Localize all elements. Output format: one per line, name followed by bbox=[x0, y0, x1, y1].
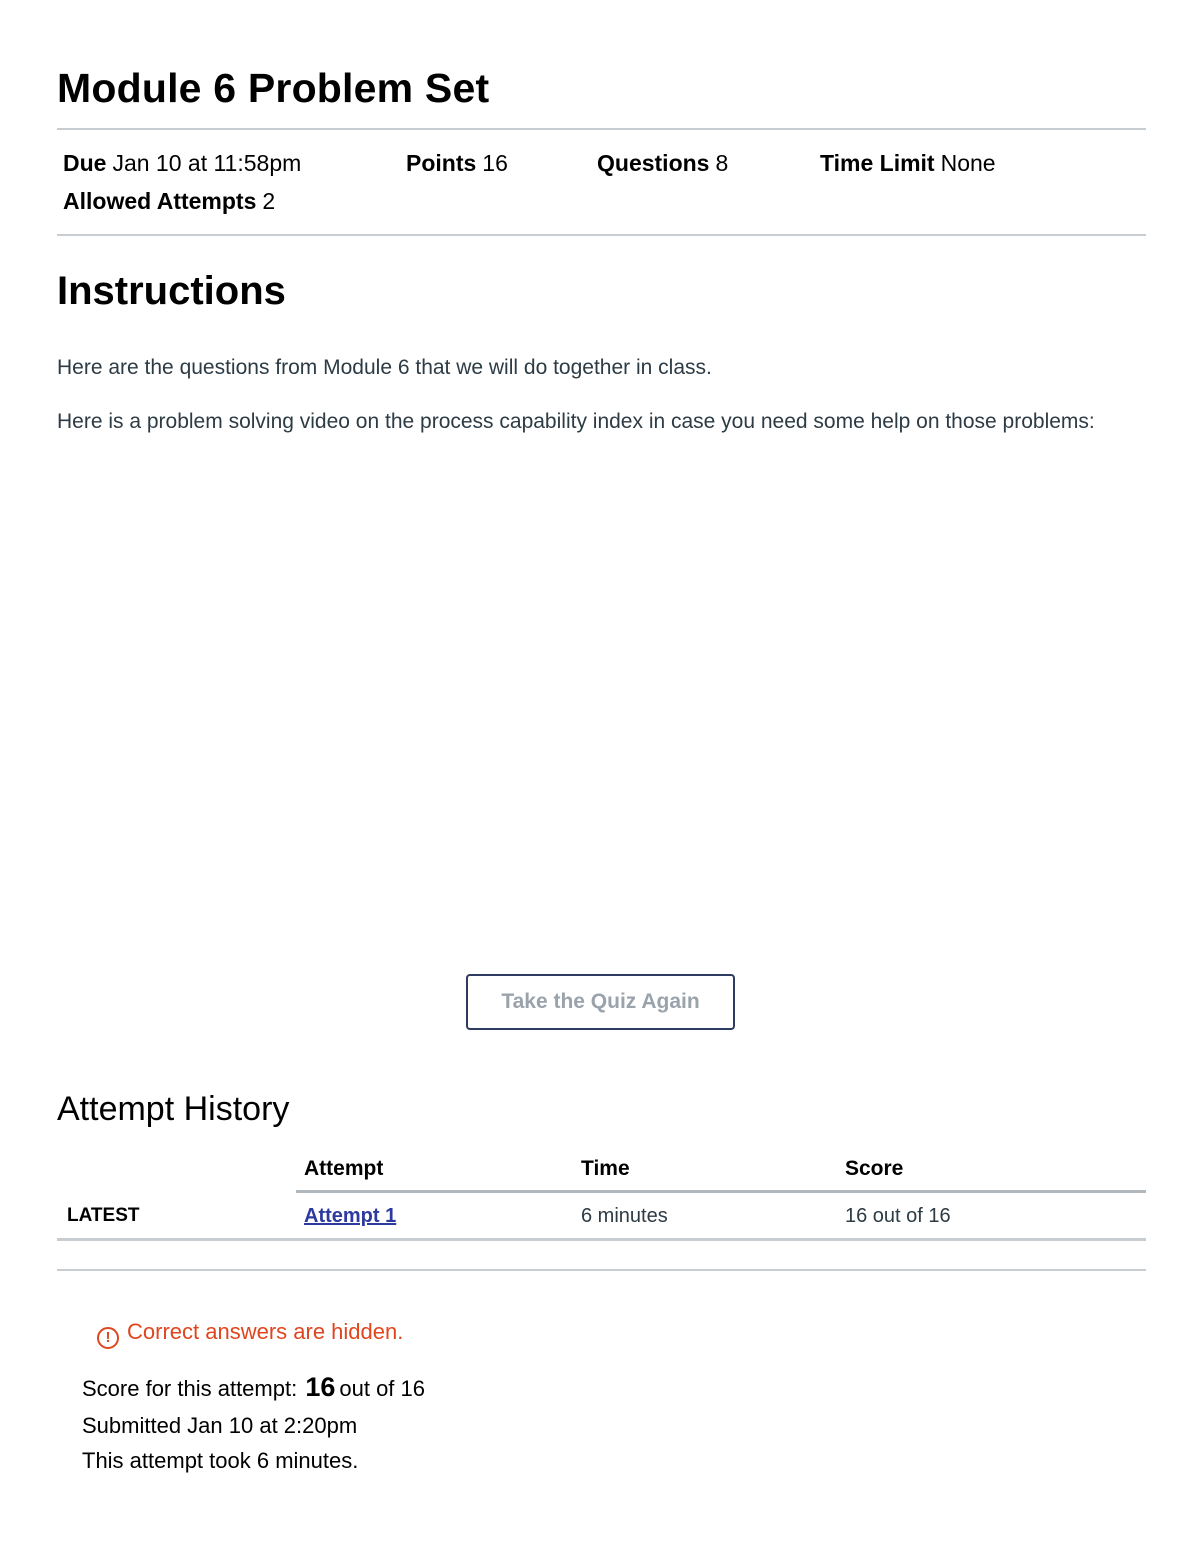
meta-due-label: Due bbox=[63, 150, 107, 176]
notice-text: Correct answers are hidden. bbox=[127, 1319, 404, 1344]
score-suffix: out of 16 bbox=[339, 1376, 426, 1401]
meta-points-label: Points bbox=[406, 150, 477, 176]
page-title: Module 6 Problem Set bbox=[57, 65, 490, 111]
meta-questions bbox=[597, 148, 728, 178]
correct-answers-hidden-notice bbox=[97, 1316, 403, 1349]
meta-points-value: 16 bbox=[482, 150, 508, 176]
attempt-cell bbox=[304, 1201, 396, 1231]
time-cell: 6 minutes bbox=[581, 1205, 668, 1227]
instructions-heading: Instructions bbox=[57, 269, 286, 313]
meta-questions-value: 8 bbox=[715, 150, 729, 176]
latest-badge: LATEST bbox=[67, 1205, 140, 1226]
score-cell: 16 out of 16 bbox=[845, 1205, 951, 1227]
table-header-divider bbox=[296, 1190, 1146, 1193]
instructions-paragraph-2: Here is a problem solving video on the process capability index in case you need some help on those problems: bbox=[57, 410, 1095, 433]
meta-due bbox=[63, 148, 301, 178]
meta-time-limit-label: Time Limit bbox=[820, 150, 935, 176]
meta-points bbox=[406, 148, 508, 178]
meta-time-limit-value: None bbox=[940, 150, 996, 176]
meta-attempts-value: 2 bbox=[262, 188, 276, 214]
header-divider-top bbox=[57, 128, 1146, 130]
alert-circle-icon: ! bbox=[97, 1327, 119, 1349]
instructions-paragraph-1: Here are the questions from Module 6 that we will do together in class. bbox=[57, 356, 712, 379]
attempt-history-heading: Attempt History bbox=[57, 1090, 290, 1128]
results-divider bbox=[57, 1269, 1146, 1271]
take-quiz-again-button[interactable]: Take the Quiz Again bbox=[466, 974, 735, 1030]
header-divider-bottom bbox=[57, 234, 1146, 236]
column-header-score: Score bbox=[845, 1157, 904, 1180]
attempt-score-line bbox=[82, 1371, 425, 1405]
meta-time-limit bbox=[820, 148, 996, 178]
submitted-line: Submitted Jan 10 at 2:20pm bbox=[82, 1413, 358, 1438]
meta-allowed-attempts bbox=[63, 186, 275, 216]
column-header-attempt: Attempt bbox=[304, 1157, 384, 1180]
meta-attempts-label: Allowed Attempts bbox=[63, 188, 257, 214]
score-value: 16 bbox=[305, 1372, 336, 1402]
column-header-time: Time bbox=[581, 1157, 630, 1180]
score-prefix: Score for this attempt: bbox=[82, 1376, 298, 1401]
duration-line: This attempt took 6 minutes. bbox=[82, 1448, 359, 1473]
meta-questions-label: Questions bbox=[597, 150, 710, 176]
attempt-1-link[interactable]: Attempt 1 bbox=[304, 1205, 397, 1227]
meta-due-value: Jan 10 at 11:58pm bbox=[112, 150, 302, 176]
table-row-divider bbox=[57, 1238, 1146, 1241]
